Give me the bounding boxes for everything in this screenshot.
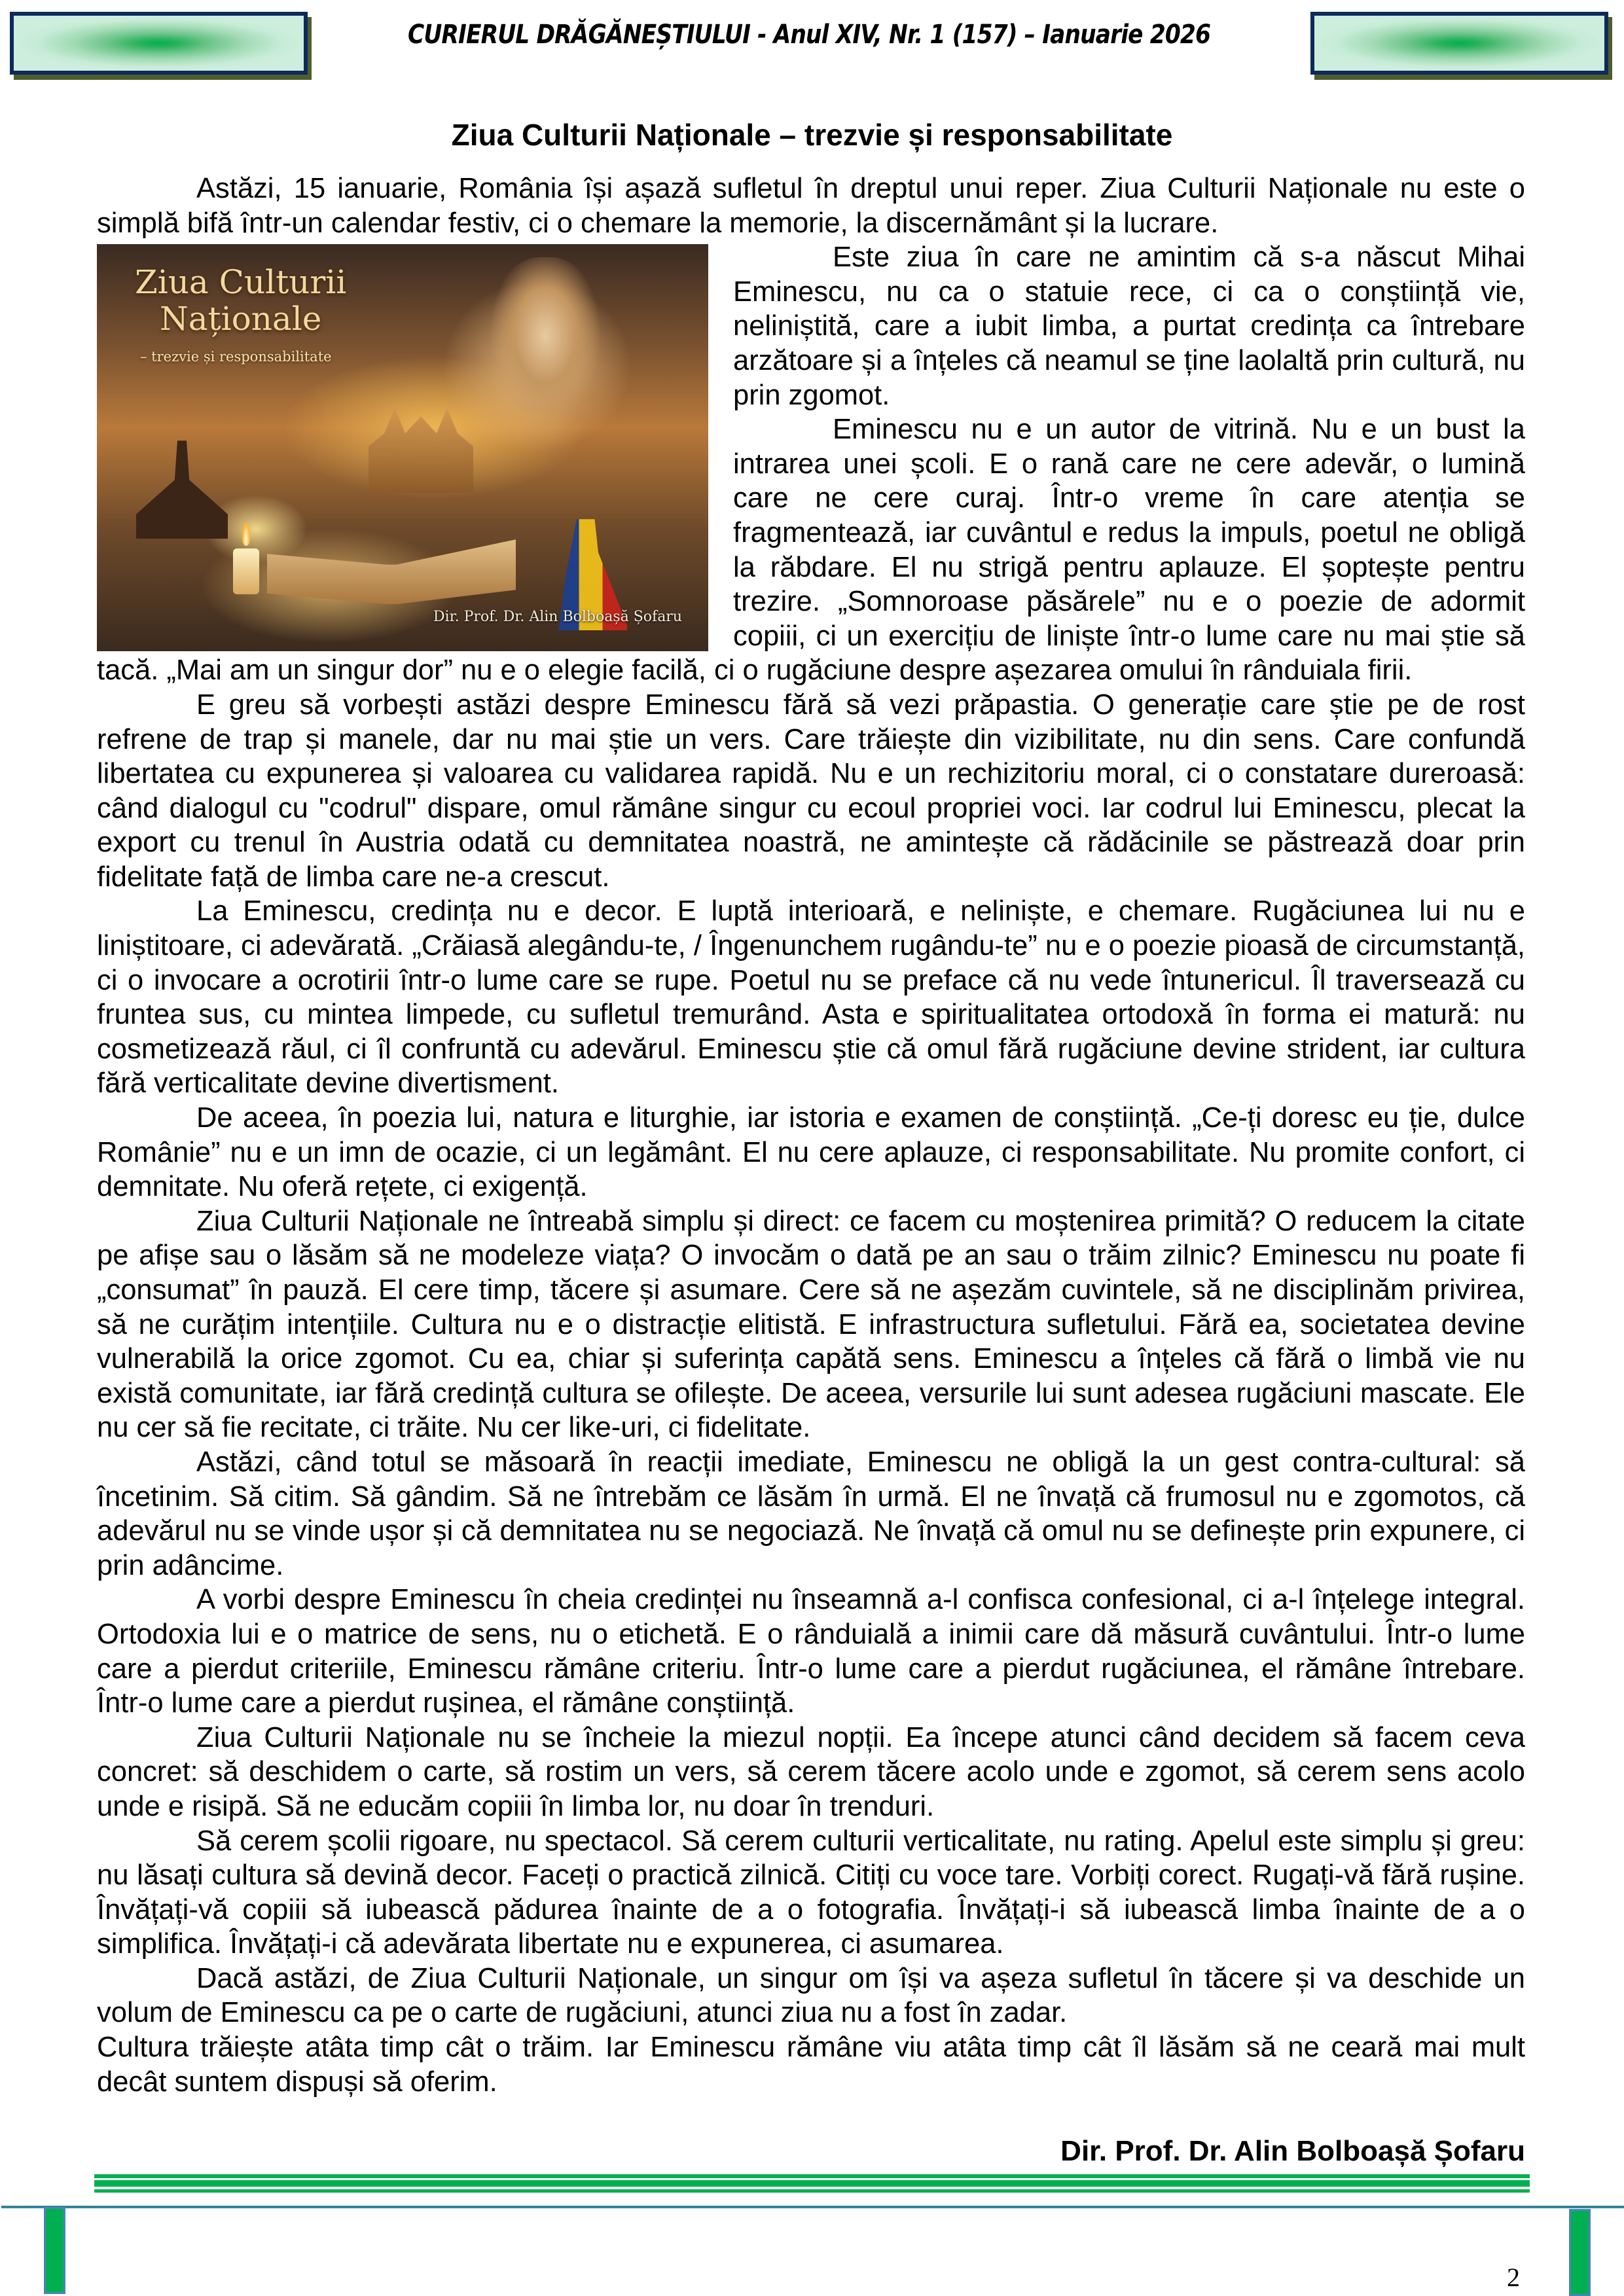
footer-green-rule (94, 2174, 1530, 2178)
article-title: Ziua Culturii Naționale – trezvie și responsabilitate (451, 117, 1173, 152)
paragraph: Astăzi, când totul se măsoară în reacții imediate, Eminescu ne obligă la un gest contra-cultural: să încetinim. Să citim. Să gândim. Să ne întrebăm ce lăsăm în urmă. El ne învață că frumosul nu e zgomotos, că adevărul nu se vinde ușor și că demnitatea nu se negociază. Ne învață că omul nu se definește prin expunere, ci prin adâncime. (97, 1446, 1525, 1581)
open-book-illustration (267, 532, 516, 604)
paragraph: Ziua Culturii Naționale ne întreabă simplu și direct: ce facem cu moștenirea primită? O reducem la citate pe afișe sau o lăsăm să ne modeleze viața? O invocăm o dată pe an sau o trăim zilnic? Eminescu nu poate fi „consumat” în pauză. El cere timp, tăcere și asumare. Cere să ne așezăm cuvintele, să ne disciplinăm privirea, să ne curățim intențiile. Cultura nu e o distracție elitistă. E infrastructura sufletului. Fără ea, societatea devine vulnerabilă la orice zgomot. Cu ea, chiar și suferința capătă sens. Eminescu a înțeles că fără o limbă vie nu există comunitate, iar fără credință cultura se ofilește. De aceea, versurile lui sunt adesea rugăciuni mascate. Ele nu cer să fie recitate, ci trăite. Nu cer like-uri, ci fidelitate. (97, 1205, 1525, 1444)
illustration-subtitle: – trezvie și responsabilitate (140, 349, 332, 365)
footer-divider (1, 2206, 1624, 2208)
header-decoration-left (10, 12, 308, 75)
illustration-title: Ziua Culturii Naționale (135, 263, 347, 338)
paragraph: Astăzi, 15 ianuarie, România își așază sufletul în dreptul unui reper. Ziua Culturii Naționale nu este o simplă bifă într-un calendar festiv, ci o chemare la memorie, la discernământ și la lucrare. (97, 173, 1525, 239)
paragraph: La Eminescu, credința nu e decor. E luptă interioară, e neliniște, e chemare. Rugăciunea lui nu e liniștitoare, ci adevărată. „Crăiasă alegându-te, / Îngenunchem rugându-te” nu e o poezie pioasă de circumstanță, ci o invocare a ocrotirii într-o lume care se rupe. Poetul nu se preface că nu vede întunericul. Îl traversează cu fruntea sus, cu mintea limpede, cu sufletul tremurând. Asta e spiritualitatea ortodoxă în forma ei matură: nu cosmetizează răul, ci îl confruntă cu adevărul. Eminescu știe că omul fără rugăciune devine strident, iar cultura fără verticalitate devine divertisment. (97, 895, 1525, 1100)
article-body (97, 171, 1525, 2099)
footer-bar-left (44, 2207, 65, 2294)
footer-green-rule (94, 2189, 1530, 2193)
paragraph: Dacă astăzi, de Ziua Culturii Naționale, un singur om își va așeza sufletul în tăcere și va deschide un volum de Eminescu ca pe o carte de rugăciuni, atunci ziua nu a fost în zadar. (97, 1962, 1525, 2029)
candle-flame-icon (242, 522, 250, 546)
author-signature: Dir. Prof. Dr. Alin Bolboașă Șofaru (1060, 2135, 1525, 2167)
header-decoration-right (1310, 12, 1608, 75)
masthead: CURIERUL DRĂGĂNEȘTIULUI - Anul XIV, Nr. 1 (157) – Ianuarie 2026 (407, 20, 1211, 50)
eminescu-portrait (490, 257, 601, 414)
monastery-illustration (369, 408, 473, 493)
paragraph: A vorbi despre Eminescu în cheia credinței nu înseamnă a-l confisca confesional, ci a-l înțelege integral. Ortodoxia lui e o matrice de sens, nu o etichetă. E o rânduială a inimii care dă măsură cuvântului. Într-o lume care a pierdut criteriile, Eminescu rămâne criteriu. Într-o lume care a pierdut rugăciunea, el rămâne întrebare. Într-o lume care a pierdut rușinea, el rămâne conștiință. (97, 1584, 1525, 1719)
paragraph: De aceea, în poezia lui, natura e liturghie, iar istoria e examen de conștiință. „Ce-ți doresc eu ție, dulce Românie” nu e un imn de ocazie, ci un legământ. El nu cere aplauze, ci responsabilitate. Nu promite confort, ci demnitate. Nu oferă rețete, ci exigență. (97, 1102, 1525, 1203)
candle-illustration (233, 548, 259, 594)
paragraph: Să cerem școlii rigoare, nu spectacol. Să cerem culturii verticalitate, nu rating. Apelul este simplu și greu: nu lăsați cultura să devină decor. Faceți o practică zilnică. Citiți cu voce tare. Vorbiți corect. Rugați-vă fără rușine. Învățați-vă copiii să iubească pădurea înainte de a o fotografia. Învățați-i să iubească limba înainte de a o simplifica. Învățați-i că adevărata libertate nu e expunerea, ci asumarea. (97, 1825, 1525, 1960)
footer-green-rule (94, 2180, 1530, 2187)
paragraph: Este ziua în care ne amintim că s-a născut Mihai Eminescu, nu ca o statuie rece, ci ca o conștiință vie, neliniștită, care a iubit limba, a purtat credința ca întrebare arzătoare și a înțeles că neamul se ține laolaltă prin cultură, nu prin zgomot. (733, 242, 1525, 411)
footer-bar-right (1569, 2209, 1591, 2296)
paragraph: Ziua Culturii Naționale nu se încheie la miezul nopții. Ea începe atunci când decidem să facem ceva concret: să deschidem o carte, să rostim un vers, să cerem tăcere acolo unde e zgomot, să cerem sens acolo unde e risipă. Să ne educăm copiii în limba lor, nu doar în trenduri. (97, 1721, 1525, 1822)
article-illustration (97, 244, 708, 651)
paragraph: Eminescu nu e un autor de vitrină. Nu e un bust la intrarea unei școli. E o rană care ne cere adevăr, o lumină care ne cere curaj. Într-o vreme în care atenția se fragmentează, iar cuvântul e redus la impuls, poetul ne obligă la răbdare. El nu strigă pentru aplauze. El șoptește pentru trezire. „Somnoroase păsărele” nu e o poezie de adormit copiii, ci un exercițiu de liniște într-o lume care nu mai știe să tacă. „Mai am un singur dor” nu e o elegie facilă, ci o rugăciune despre așezarea omului în rânduiala firii. (97, 414, 1525, 687)
closing-paragraph: Cultura trăiește atâta timp cât o trăim. Iar Eminescu rămâne viu atâta timp cât îl lăsăm să ne ceară mai mult decât suntem dispuși să oferim. (97, 2032, 1525, 2098)
illustration-credit: Dir. Prof. Dr. Alin Bolboașă Șofaru (433, 608, 682, 625)
page-number: 2 (1507, 2263, 1520, 2292)
wooden-church-illustration (136, 440, 228, 539)
paragraph: E greu să vorbești astăzi despre Eminescu fără să vezi prăpastia. O generație care știe pe de rost refrene de trap și manele, dar nu mai știe un vers. Care trăiește din vizibilitate, nu din sens. Care confundă libertatea cu expunerea și valoarea cu validarea rapidă. Nu e un rechizitoriu moral, ci o constatare dureroasă: când dialogul cu "codrul" dispare, omul rămâne singur cu ecoul propriei voci. Iar codrul lui Eminescu, plecat la export cu trenul în Austria odată cu demnitatea noastră, ne amintește că rădăcinile se păstrează doar prin fidelitate față de limba care ne-a crescut. (97, 689, 1525, 893)
